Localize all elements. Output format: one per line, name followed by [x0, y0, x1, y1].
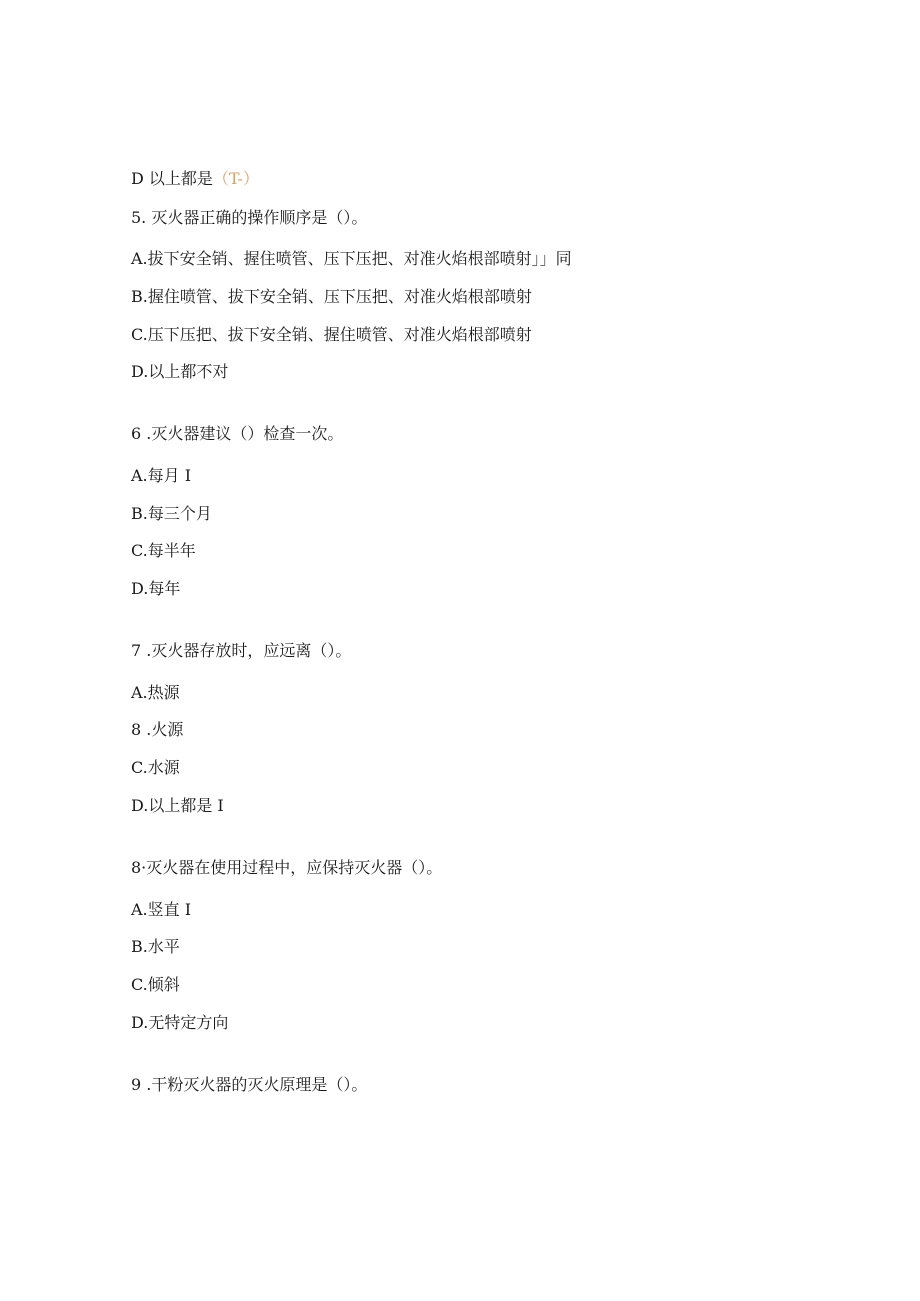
option-c-q5: C.压下压把、拔下安全销、握住喷管、对准火焰根部喷射 — [131, 325, 532, 344]
option-a-q5: A.拔下安全销、握住喷管、压下压把、对准火焰根部喷射」」同 — [131, 249, 572, 268]
question-6: 6 .灭火器建议（）检查一次。 — [131, 424, 344, 443]
option-d-q8: D.无特定方向 — [131, 1013, 229, 1032]
option-a-q7: A.热源 — [131, 683, 180, 702]
option-c-q7: C.水源 — [131, 758, 180, 777]
question-8: 8·灭火器在使用过程中，应保持灭火器（）。 — [131, 858, 443, 877]
option-b-q6: B.每三个月 — [131, 504, 212, 523]
question-5: 5. 灭火器正确的操作顺序是（）。 — [131, 208, 368, 227]
option-c-q6: C.每半年 — [131, 541, 196, 560]
option-d-q7: D.以上都是 I — [131, 796, 224, 815]
option-b-q5: B.握住喷管、拔下安全销、压下压把、对准火焰根部喷射 — [131, 287, 532, 306]
option-d-q4 — [131, 169, 259, 189]
faint-annotation: （T-） — [212, 169, 259, 188]
option-d-q6: D.每年 — [131, 579, 181, 598]
option-b-q7: 8 .火源 — [131, 720, 184, 739]
question-7: 7 .灭火器存放时，应远离（）。 — [131, 641, 352, 660]
line-text: D 以上都是 — [131, 169, 213, 188]
option-a-q8: A.竖直 I — [131, 900, 192, 919]
option-a-q6: A.每月 I — [131, 466, 192, 485]
option-c-q8: C.倾斜 — [131, 975, 180, 994]
option-d-q5: D.以上都不对 — [131, 362, 229, 381]
question-9: 9 .干粉灭火器的灭火原理是（）。 — [131, 1075, 368, 1094]
option-b-q8: B.水平 — [131, 937, 180, 956]
